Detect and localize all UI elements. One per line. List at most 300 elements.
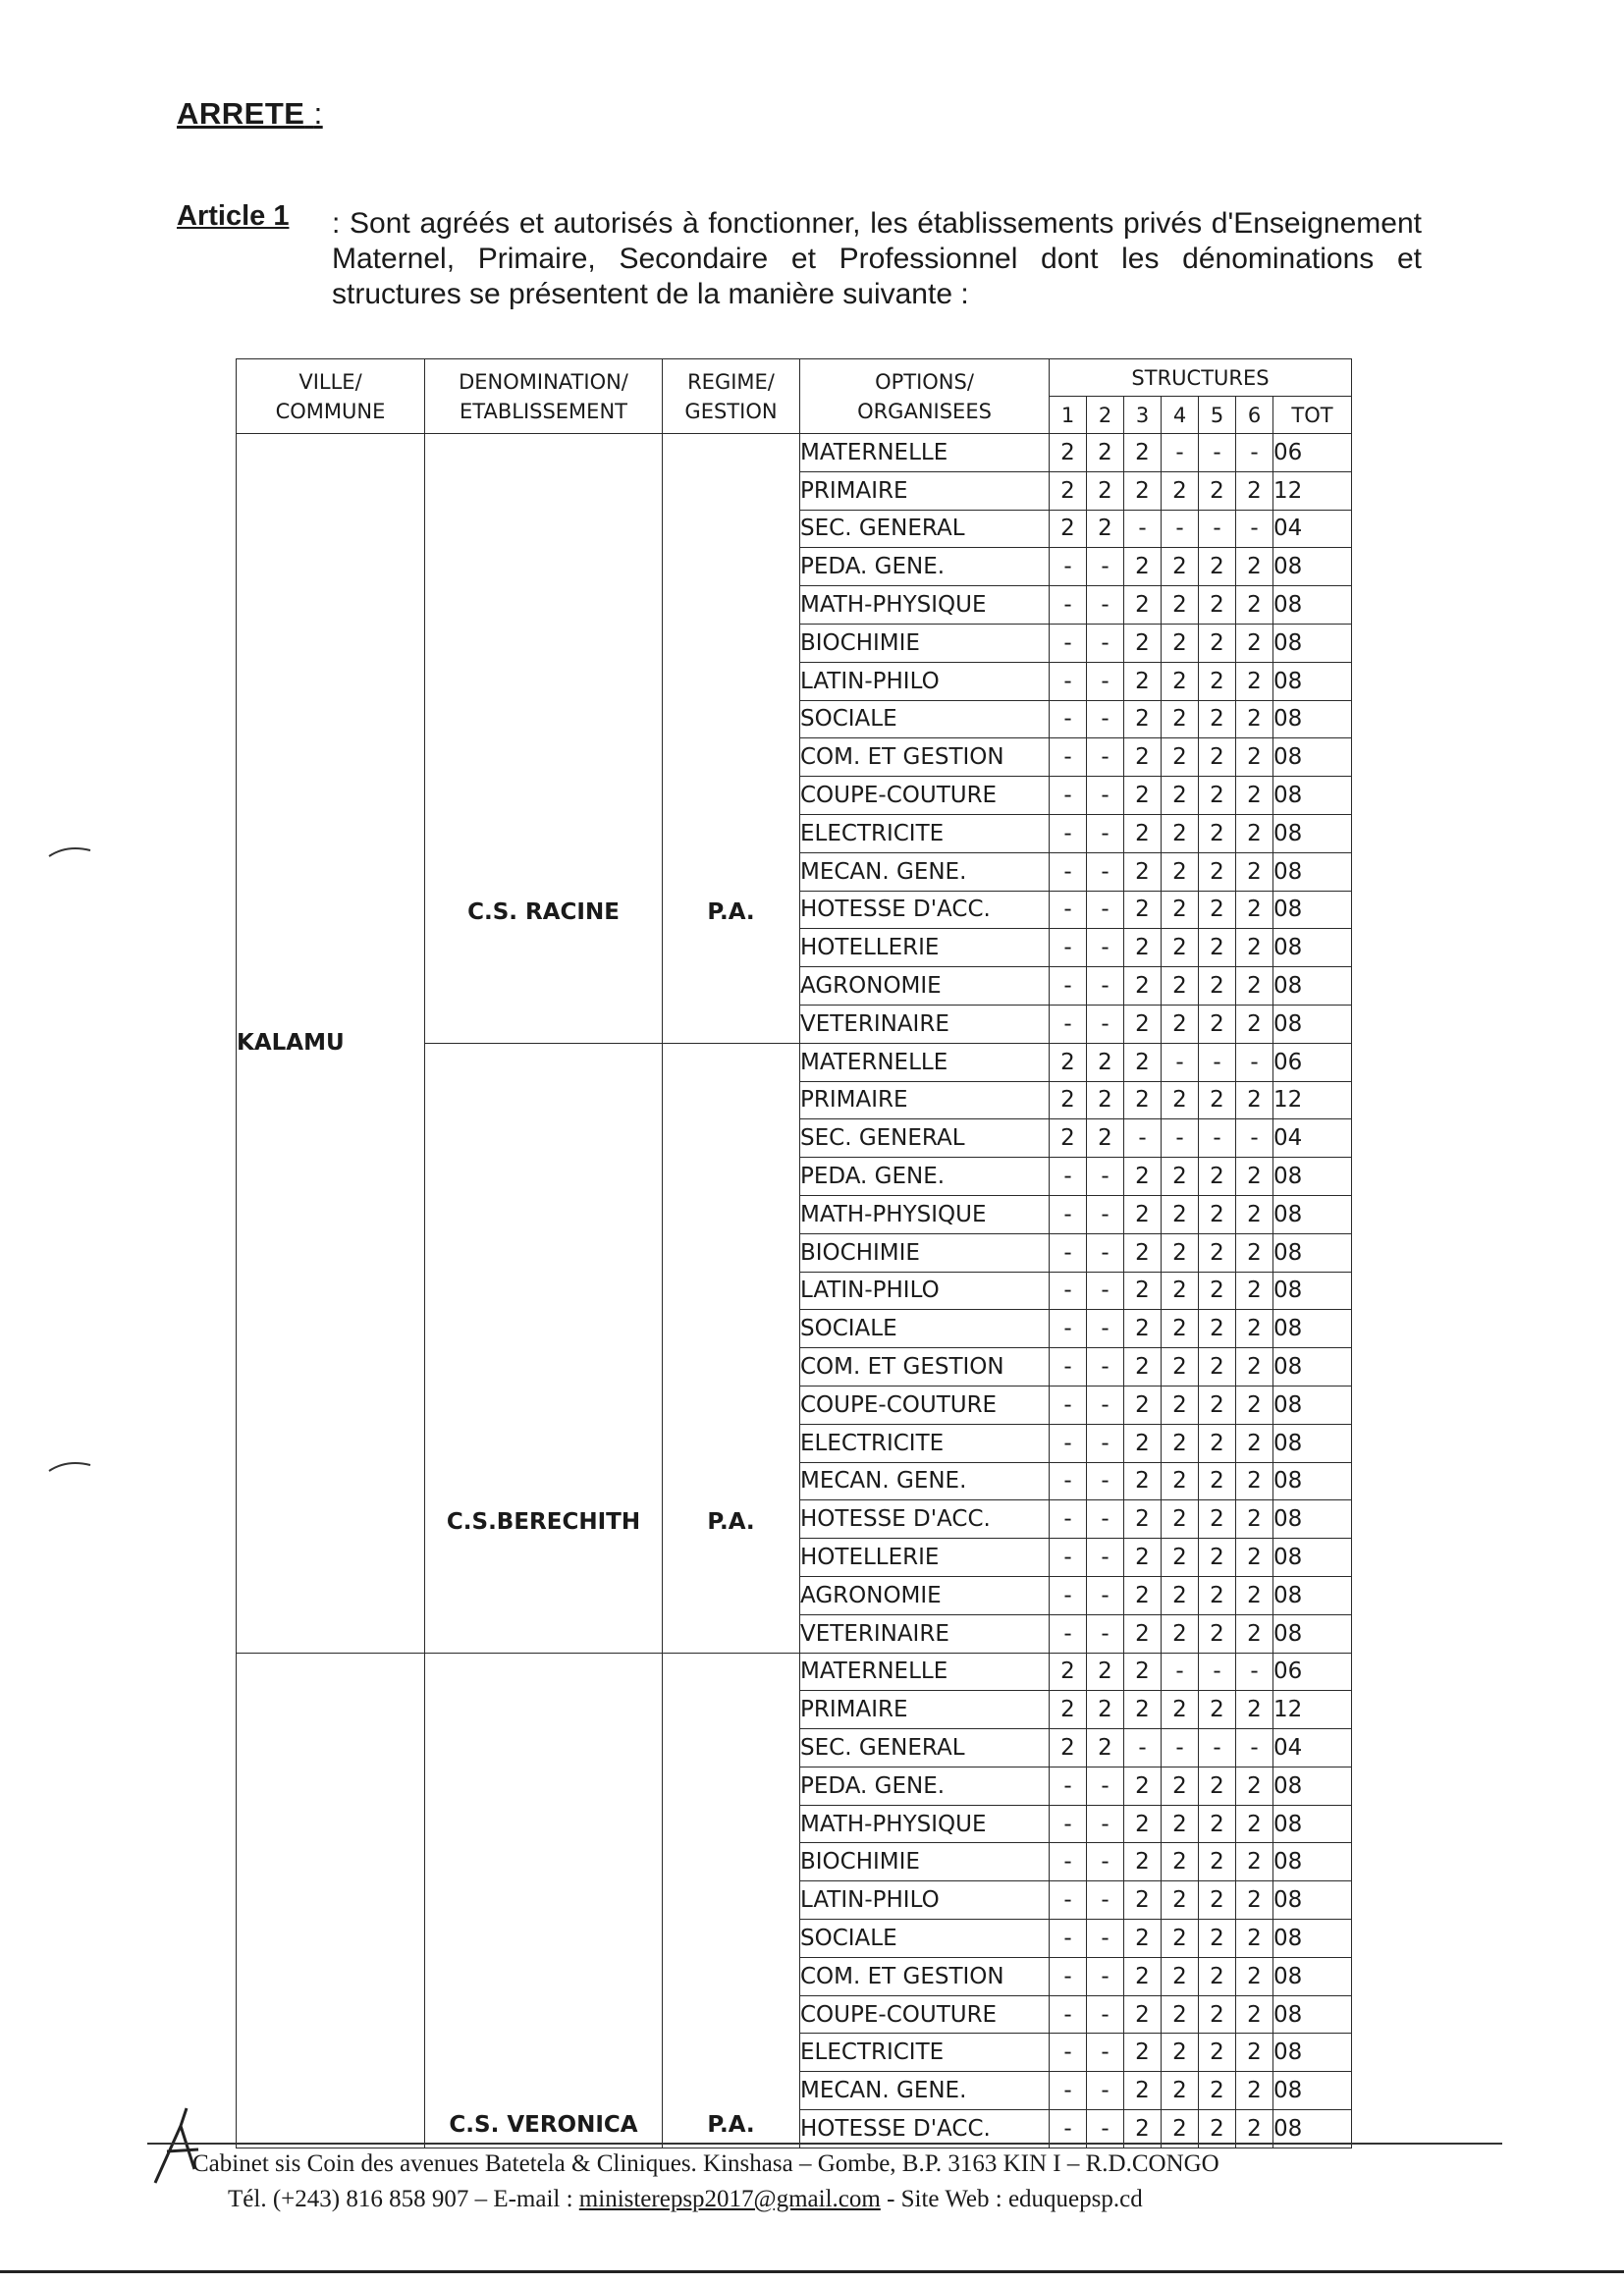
structure-count: 2 — [1199, 1081, 1236, 1119]
ville-cell-empty — [237, 1653, 425, 2148]
structure-total: 08 — [1273, 967, 1352, 1006]
structure-count: 2 — [1050, 510, 1087, 548]
structure-count: 2 — [1199, 1805, 1236, 1843]
structure-count: 2 — [1162, 1195, 1199, 1233]
structure-count: 2 — [1199, 2072, 1236, 2110]
structure-count: - — [1087, 1310, 1124, 1348]
structure-count: 2 — [1199, 1995, 1236, 2034]
structure-total: 08 — [1273, 1843, 1352, 1881]
option-name: MATERNELLE — [800, 1653, 1050, 1691]
option-name: HOTELLERIE — [800, 929, 1050, 967]
structure-count: - — [1087, 852, 1124, 891]
structure-count: 2 — [1124, 1158, 1162, 1196]
structure-count: - — [1087, 1500, 1124, 1539]
structure-count: 2 — [1162, 1158, 1199, 1196]
structure-col-header: 4 — [1162, 397, 1199, 434]
structure-count: - — [1050, 2110, 1087, 2148]
structure-count: 2 — [1050, 1691, 1087, 1729]
option-name: SEC. GENERAL — [800, 510, 1050, 548]
structure-count: - — [1050, 1957, 1087, 1995]
structure-count: - — [1050, 1272, 1087, 1310]
structure-total: 12 — [1273, 1691, 1352, 1729]
option-name: PEDA. GENE. — [800, 1158, 1050, 1196]
structure-count: 2 — [1050, 1653, 1087, 1691]
structure-total: 08 — [1273, 624, 1352, 662]
structure-count: 2 — [1236, 1310, 1273, 1348]
structure-count: 2 — [1236, 1158, 1273, 1196]
structure-count: 2 — [1236, 1081, 1273, 1119]
structure-count: - — [1087, 738, 1124, 777]
structure-count: - — [1199, 434, 1236, 472]
structure-count: 2 — [1162, 891, 1199, 929]
option-name: AGRONOMIE — [800, 967, 1050, 1006]
structure-total: 06 — [1273, 1653, 1352, 1691]
structure-count: 2 — [1236, 2034, 1273, 2072]
structure-count: 2 — [1199, 967, 1236, 1006]
structure-count: 2 — [1199, 2110, 1236, 2148]
structure-count: 2 — [1162, 1995, 1199, 2034]
option-name: BIOCHIMIE — [800, 1843, 1050, 1881]
structure-count: - — [1050, 2034, 1087, 2072]
structure-count: 2 — [1236, 1500, 1273, 1539]
structure-count: - — [1087, 2110, 1124, 2148]
structure-total: 12 — [1273, 1081, 1352, 1119]
structure-count: 2 — [1124, 738, 1162, 777]
structure-count: 2 — [1124, 1310, 1162, 1348]
structure-count: 2 — [1199, 929, 1236, 967]
option-name: SOCIALE — [800, 1920, 1050, 1958]
structure-count: 2 — [1236, 1805, 1273, 1843]
structure-count: 2 — [1236, 1424, 1273, 1462]
structure-count: 2 — [1199, 891, 1236, 929]
structure-count: 2 — [1236, 1576, 1273, 1614]
structure-count: - — [1087, 2072, 1124, 2110]
structure-count: - — [1087, 624, 1124, 662]
structure-count: 2 — [1162, 662, 1199, 700]
option-name: ELECTRICITE — [800, 814, 1050, 852]
option-name: COM. ET GESTION — [800, 738, 1050, 777]
structure-count: 2 — [1236, 777, 1273, 815]
structure-total: 08 — [1273, 1424, 1352, 1462]
structure-count: 2 — [1124, 2072, 1162, 2110]
structure-count: - — [1087, 1233, 1124, 1272]
structure-total: 08 — [1273, 700, 1352, 738]
structure-count: - — [1050, 1881, 1087, 1920]
structure-total: 08 — [1273, 1767, 1352, 1805]
structure-total: 08 — [1273, 586, 1352, 625]
footer-divider — [147, 2143, 1502, 2145]
structure-count: 2 — [1199, 852, 1236, 891]
structure-count: - — [1050, 1576, 1087, 1614]
structure-count: - — [1050, 1158, 1087, 1196]
structure-count: 2 — [1124, 700, 1162, 738]
structure-count: 2 — [1199, 1691, 1236, 1729]
structure-count: 2 — [1199, 814, 1236, 852]
structure-count: 2 — [1162, 1081, 1199, 1119]
structure-count: 2 — [1050, 434, 1087, 472]
structure-total: 08 — [1273, 2110, 1352, 2148]
structure-count: 2 — [1124, 1272, 1162, 1310]
structure-count: 2 — [1124, 1653, 1162, 1691]
structure-total: 06 — [1273, 434, 1352, 472]
option-name: HOTESSE D'ACC. — [800, 891, 1050, 929]
option-name: SEC. GENERAL — [800, 1729, 1050, 1767]
structure-total: 08 — [1273, 1805, 1352, 1843]
header-options: OPTIONS/ ORGANISEES — [800, 359, 1050, 434]
structure-count: 2 — [1199, 777, 1236, 815]
structure-count: - — [1162, 1653, 1199, 1691]
structure-count: - — [1087, 700, 1124, 738]
structure-count: - — [1050, 624, 1087, 662]
structure-count: 2 — [1124, 814, 1162, 852]
option-name: SEC. GENERAL — [800, 1119, 1050, 1158]
footer-email[interactable]: ministerepsp2017@gmail.com — [578, 2186, 881, 2212]
structure-count: - — [1050, 891, 1087, 929]
option-name: COUPE-COUTURE — [800, 1386, 1050, 1424]
structure-count: 2 — [1236, 1539, 1273, 1577]
structure-count: - — [1087, 1386, 1124, 1424]
structure-count: 2 — [1162, 1920, 1199, 1958]
structure-count: 2 — [1124, 929, 1162, 967]
structure-count: - — [1050, 852, 1087, 891]
option-name: MECAN. GENE. — [800, 1462, 1050, 1500]
structure-count: 2 — [1199, 1462, 1236, 1500]
structure-count: 2 — [1162, 548, 1199, 586]
structure-count: 2 — [1236, 1995, 1273, 2034]
structure-total: 08 — [1273, 1462, 1352, 1500]
structure-count: - — [1087, 891, 1124, 929]
structure-count: - — [1050, 1386, 1087, 1424]
structure-total: 08 — [1273, 891, 1352, 929]
structure-count: 2 — [1124, 777, 1162, 815]
structure-count: 2 — [1199, 1233, 1236, 1272]
option-name: VETERINAIRE — [800, 1005, 1050, 1043]
structure-total: 08 — [1273, 2034, 1352, 2072]
structure-count: 2 — [1124, 1500, 1162, 1539]
structure-count: - — [1087, 2034, 1124, 2072]
structure-count: 2 — [1199, 1614, 1236, 1653]
table-row — [237, 1653, 1352, 1691]
structure-count: 2 — [1236, 1957, 1273, 1995]
structure-count: 2 — [1236, 1348, 1273, 1387]
structure-count: 2 — [1087, 1043, 1124, 1081]
structure-count: 2 — [1087, 1081, 1124, 1119]
structure-count: 2 — [1236, 967, 1273, 1006]
structure-count: 2 — [1124, 1081, 1162, 1119]
margin-mark-icon — [47, 844, 92, 858]
structure-count: 2 — [1236, 1691, 1273, 1729]
structure-total: 12 — [1273, 471, 1352, 510]
structure-count: 2 — [1199, 1957, 1236, 1995]
structure-count: 2 — [1162, 700, 1199, 738]
option-name: MATH-PHYSIQUE — [800, 586, 1050, 625]
structure-count: 2 — [1236, 1233, 1273, 1272]
option-name: HOTESSE D'ACC. — [800, 2110, 1050, 2148]
structure-count: 2 — [1162, 1462, 1199, 1500]
option-name: HOTELLERIE — [800, 1539, 1050, 1577]
footer-address: Cabinet sis Coin des avenues Batetela & Cliniques. Kinshasa – Gombe, B.P. 3163 KIN I – R.D.CONGO — [192, 2150, 1219, 2177]
structure-count: 2 — [1236, 700, 1273, 738]
option-name: SOCIALE — [800, 1310, 1050, 1348]
structure-count: - — [1199, 1119, 1236, 1158]
structure-count: - — [1087, 1195, 1124, 1233]
structure-total: 08 — [1273, 1881, 1352, 1920]
structure-count: 2 — [1124, 586, 1162, 625]
option-name: MECAN. GENE. — [800, 852, 1050, 891]
structure-col-header: 2 — [1087, 397, 1124, 434]
school-regime: P.A. — [663, 434, 800, 1044]
structure-count: 2 — [1124, 624, 1162, 662]
structure-count: - — [1236, 1653, 1273, 1691]
structure-count: - — [1236, 1729, 1273, 1767]
structure-count: - — [1124, 510, 1162, 548]
structure-count: - — [1050, 1995, 1087, 2034]
structure-col-header: TOT — [1273, 397, 1352, 434]
structure-count: 2 — [1162, 852, 1199, 891]
structure-total: 08 — [1273, 662, 1352, 700]
structure-count: 2 — [1124, 1920, 1162, 1958]
structure-count: 2 — [1236, 2072, 1273, 2110]
option-name: MATERNELLE — [800, 434, 1050, 472]
structure-count: - — [1050, 1462, 1087, 1500]
option-name: MATERNELLE — [800, 1043, 1050, 1081]
structure-count: 2 — [1162, 1881, 1199, 1920]
structure-count: 2 — [1199, 1386, 1236, 1424]
structure-count: 2 — [1199, 1272, 1236, 1310]
structure-count: 2 — [1050, 1081, 1087, 1119]
structure-count: 2 — [1087, 471, 1124, 510]
option-name: VETERINAIRE — [800, 1614, 1050, 1653]
structure-count: 2 — [1124, 434, 1162, 472]
structure-count: 2 — [1050, 1119, 1087, 1158]
structure-count: - — [1087, 1614, 1124, 1653]
structure-count: - — [1162, 1119, 1199, 1158]
option-name: BIOCHIMIE — [800, 1233, 1050, 1272]
structure-count: 2 — [1124, 1462, 1162, 1500]
structure-count: - — [1087, 929, 1124, 967]
structure-count: 2 — [1124, 1767, 1162, 1805]
footer-contact: Tél. (+243) 816 858 907 – E-mail : ministerepsp2017@gmail.com - Site Web : eduquepsp.cd — [228, 2186, 1143, 2212]
structure-count: 2 — [1199, 1576, 1236, 1614]
page-heading: ARRETE : — [177, 96, 323, 131]
structure-total: 04 — [1273, 1729, 1352, 1767]
structure-count: 2 — [1050, 471, 1087, 510]
structure-count: 2 — [1236, 1195, 1273, 1233]
structure-count: - — [1236, 1119, 1273, 1158]
structure-count: 2 — [1050, 1729, 1087, 1767]
structure-count: 2 — [1236, 1767, 1273, 1805]
structure-count: 2 — [1124, 1614, 1162, 1653]
structure-col-header: 5 — [1199, 397, 1236, 434]
structure-count: - — [1162, 1729, 1199, 1767]
structure-count: 2 — [1199, 1195, 1236, 1233]
structure-count: 2 — [1199, 1767, 1236, 1805]
structure-count: - — [1087, 1920, 1124, 1958]
structure-count: 2 — [1199, 548, 1236, 586]
structure-count: - — [1087, 1805, 1124, 1843]
structure-total: 08 — [1273, 1576, 1352, 1614]
structure-count: 2 — [1087, 1729, 1124, 1767]
structure-count: 2 — [1162, 1767, 1199, 1805]
structure-count: 2 — [1162, 624, 1199, 662]
structure-total: 08 — [1273, 852, 1352, 891]
structure-count: 2 — [1124, 1576, 1162, 1614]
structure-count: 2 — [1236, 1920, 1273, 1958]
structure-count: 2 — [1199, 2034, 1236, 2072]
structure-total: 08 — [1273, 929, 1352, 967]
structure-count: 2 — [1162, 586, 1199, 625]
structure-total: 08 — [1273, 1995, 1352, 2034]
structure-count: 2 — [1087, 1691, 1124, 1729]
school-name: C.S. RACINE — [425, 434, 663, 1044]
structure-count: - — [1162, 434, 1199, 472]
structure-count: - — [1087, 662, 1124, 700]
structure-count: - — [1087, 1005, 1124, 1043]
structure-count: 2 — [1124, 1424, 1162, 1462]
structure-count: 2 — [1236, 1614, 1273, 1653]
structure-count: - — [1050, 1500, 1087, 1539]
structure-count: 2 — [1236, 891, 1273, 929]
option-name: AGRONOMIE — [800, 1576, 1050, 1614]
structure-count: - — [1236, 510, 1273, 548]
structure-count: 2 — [1199, 1920, 1236, 1958]
structure-total: 08 — [1273, 814, 1352, 852]
structure-count: - — [1050, 929, 1087, 967]
structure-total: 04 — [1273, 1119, 1352, 1158]
structure-count: - — [1162, 1043, 1199, 1081]
structure-count: 2 — [1124, 1881, 1162, 1920]
school-regime: P.A. — [663, 1043, 800, 1653]
option-name: HOTESSE D'ACC. — [800, 1500, 1050, 1539]
structure-count: 2 — [1199, 738, 1236, 777]
structure-count: 2 — [1124, 967, 1162, 1006]
structure-count: 2 — [1236, 929, 1273, 967]
structure-count: - — [1087, 1539, 1124, 1577]
table-row — [237, 434, 1352, 472]
structure-count: - — [1087, 1272, 1124, 1310]
structure-count: 2 — [1124, 1348, 1162, 1387]
structure-count: - — [1087, 1881, 1124, 1920]
header-regime: REGIME/ GESTION — [663, 359, 800, 434]
structure-total: 08 — [1273, 1005, 1352, 1043]
structure-count: 2 — [1236, 1386, 1273, 1424]
structure-count: 2 — [1124, 1957, 1162, 1995]
structure-count: - — [1087, 1348, 1124, 1387]
structure-count: 2 — [1162, 1233, 1199, 1272]
option-name: COUPE-COUTURE — [800, 1995, 1050, 2034]
structure-count: - — [1087, 1462, 1124, 1500]
structure-count: 2 — [1162, 929, 1199, 967]
structure-count: - — [1087, 1957, 1124, 1995]
structure-count: - — [1199, 1043, 1236, 1081]
structure-count: - — [1087, 586, 1124, 625]
structure-total: 08 — [1273, 1500, 1352, 1539]
structure-count: 2 — [1162, 1691, 1199, 1729]
option-name: MATH-PHYSIQUE — [800, 1195, 1050, 1233]
structure-count: 2 — [1087, 1119, 1124, 1158]
structure-total: 08 — [1273, 738, 1352, 777]
structure-count: - — [1050, 586, 1087, 625]
structure-count: 2 — [1124, 548, 1162, 586]
structure-count: 2 — [1199, 662, 1236, 700]
structure-count: 2 — [1162, 1805, 1199, 1843]
structure-count: 2 — [1124, 1805, 1162, 1843]
structure-total: 08 — [1273, 1348, 1352, 1387]
structure-total: 08 — [1273, 1539, 1352, 1577]
structure-total: 08 — [1273, 1386, 1352, 1424]
structure-total: 08 — [1273, 1310, 1352, 1348]
structure-count: 2 — [1162, 1539, 1199, 1577]
option-name: SOCIALE — [800, 700, 1050, 738]
structure-total: 08 — [1273, 1158, 1352, 1196]
structure-count: 2 — [1162, 967, 1199, 1006]
structure-count: 2 — [1162, 1576, 1199, 1614]
structure-count: 2 — [1199, 1843, 1236, 1881]
structure-count: - — [1050, 548, 1087, 586]
school-regime: P.A. — [663, 1653, 800, 2148]
structure-count: - — [1050, 1614, 1087, 1653]
structure-count: 2 — [1199, 1881, 1236, 1920]
structure-count: - — [1050, 662, 1087, 700]
structure-count: 2 — [1124, 1386, 1162, 1424]
header-ville: VILLE/ COMMUNE — [237, 359, 425, 434]
structure-count: 2 — [1124, 471, 1162, 510]
structure-count: 2 — [1124, 1539, 1162, 1577]
structure-count: - — [1050, 1539, 1087, 1577]
structure-count: 2 — [1124, 2110, 1162, 2148]
structure-count: 2 — [1199, 700, 1236, 738]
structure-count: 2 — [1236, 738, 1273, 777]
structure-total: 08 — [1273, 777, 1352, 815]
structure-count: - — [1050, 1195, 1087, 1233]
structure-count: 2 — [1236, 852, 1273, 891]
structure-count: 2 — [1124, 662, 1162, 700]
structure-col-header: 6 — [1236, 397, 1273, 434]
structure-count: 2 — [1199, 1424, 1236, 1462]
structure-count: - — [1050, 967, 1087, 1006]
structure-count: 2 — [1236, 624, 1273, 662]
option-name: MECAN. GENE. — [800, 2072, 1050, 2110]
schools-table — [236, 358, 1352, 2148]
structure-count: 2 — [1162, 2110, 1199, 2148]
structure-count: 2 — [1199, 586, 1236, 625]
structure-count: 2 — [1162, 738, 1199, 777]
option-name: COM. ET GESTION — [800, 1348, 1050, 1387]
structure-count: - — [1050, 1424, 1087, 1462]
option-name: MATH-PHYSIQUE — [800, 1805, 1050, 1843]
option-name: COUPE-COUTURE — [800, 777, 1050, 815]
structure-count: - — [1050, 1805, 1087, 1843]
structure-count: - — [1050, 700, 1087, 738]
structure-count: 2 — [1236, 1843, 1273, 1881]
structure-count: 2 — [1162, 1500, 1199, 1539]
structure-total: 08 — [1273, 1957, 1352, 1995]
structure-count: 2 — [1162, 1005, 1199, 1043]
structure-count: 2 — [1162, 1843, 1199, 1881]
structure-total: 08 — [1273, 2072, 1352, 2110]
option-name: COM. ET GESTION — [800, 1957, 1050, 1995]
page-bottom-rule — [0, 2270, 1624, 2273]
structure-count: - — [1050, 2072, 1087, 2110]
structure-count: - — [1087, 777, 1124, 815]
margin-mark-icon — [47, 1459, 92, 1473]
structure-count: - — [1050, 1233, 1087, 1272]
structure-count: - — [1087, 548, 1124, 586]
school-name: C.S. VERONICA — [425, 1653, 663, 2148]
structure-count: - — [1199, 1653, 1236, 1691]
structure-total: 06 — [1273, 1043, 1352, 1081]
structure-count: 2 — [1236, 1272, 1273, 1310]
